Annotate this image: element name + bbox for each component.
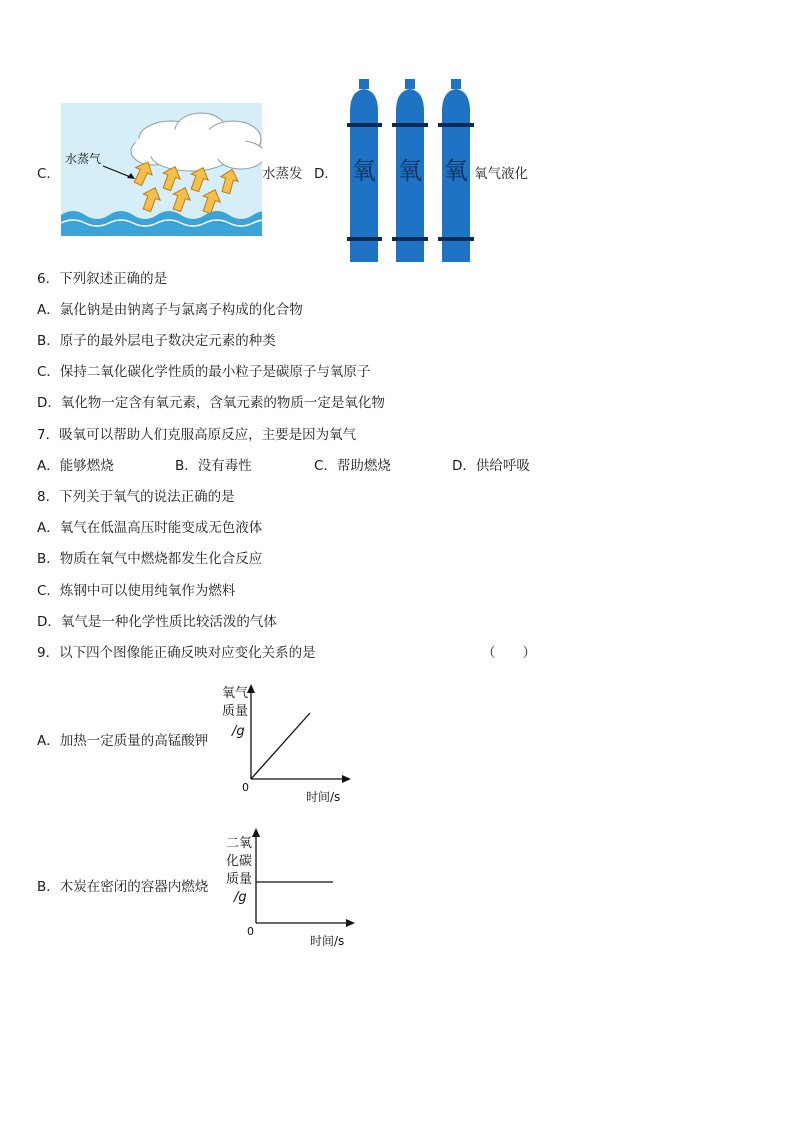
option-c-letter: C． <box>37 166 60 182</box>
graph-b-ylabel-2: 化碳 <box>226 854 253 869</box>
water-vapor-label: 水蒸气 <box>65 152 102 166</box>
question-8-option-c: C．炼钢中可以使用纯氧作为燃料 <box>37 583 236 599</box>
graph-a-ylabel-2: 质量 <box>222 704 249 719</box>
graph-b-ylabel-1: 二氧 <box>226 836 253 851</box>
option-d-letter: D． <box>314 166 338 182</box>
question-7-option-b: B．没有毒性 <box>175 458 252 474</box>
graph-a-line <box>251 713 310 779</box>
graph-a-x-arrow <box>342 775 351 783</box>
graph-a <box>214 683 359 808</box>
question-8-stem: 8．下列关于氧气的说法正确的是 <box>37 489 235 505</box>
question-7-option-c: C．帮助燃烧 <box>314 458 391 474</box>
answer-bracket: （ ） <box>482 645 536 661</box>
oxygen-cylinders-image <box>347 79 474 262</box>
cylinder-1-label: 氧 <box>352 157 376 185</box>
graph-b <box>222 826 362 952</box>
cylinder-3-label: 氧 <box>444 157 468 185</box>
option-c-text: 水蒸发 <box>262 166 303 182</box>
question-6-stem: 6．下列叙述正确的是 <box>37 271 168 287</box>
question-6-option-c: C．保持二氧化碳化学性质的最小粒子是碳原子与氧原子 <box>37 364 371 380</box>
graph-b-ylabel-4: /g <box>234 890 247 905</box>
option-d-text: 氧气液化 <box>474 166 528 182</box>
evaporation-image <box>61 103 262 236</box>
question-6-option-d: D．氧化物一定含有氧元素，含氧元素的物质一定是氧化物 <box>37 395 385 411</box>
graph-b-ylabel-3: 质量 <box>226 872 253 887</box>
graph-b-origin: 0 <box>247 925 254 938</box>
question-7-option-a: A．能够燃烧 <box>37 458 114 474</box>
graph-a-origin: 0 <box>242 781 249 794</box>
graph-a-y-arrow <box>247 684 255 693</box>
graph-b-y-arrow <box>252 828 260 837</box>
question-8-option-a: A．氧气在低温高压时能变成无色液体 <box>37 520 263 536</box>
graph-b-xlabel: 时间/s <box>310 934 345 948</box>
question-6-option-a: A．氯化钠是由钠离子与氯离子构成的化合物 <box>37 302 303 318</box>
graph-a-xlabel: 时间/s <box>306 790 341 804</box>
question-8-option-d: D．氧气是一种化学性质比较活泼的气体 <box>37 614 277 630</box>
graph-b-x-arrow <box>346 919 355 927</box>
graph-a-ylabel-1: 氧气 <box>222 686 249 701</box>
question-6-option-b: B．原子的最外层电子数决定元素的种类 <box>37 333 276 349</box>
question-7-stem: 7．吸氧可以帮助人们克服高原反应，主要是因为氧气 <box>37 427 357 443</box>
question-9-option-b: B．木炭在密闭的容器内燃烧 <box>37 879 209 895</box>
question-9-option-a: A．加热一定质量的高锰酸钾 <box>37 733 209 749</box>
question-7-option-d: D．供给呼吸 <box>452 458 530 474</box>
cylinder-2-label: 氧 <box>398 157 422 185</box>
question-8-option-b: B．物质在氧气中燃烧都发生化合反应 <box>37 551 263 567</box>
question-9-stem: 9．以下四个图像能正确反映对应变化关系的是 <box>37 645 316 661</box>
graph-a-ylabel-3: /g <box>232 724 245 739</box>
